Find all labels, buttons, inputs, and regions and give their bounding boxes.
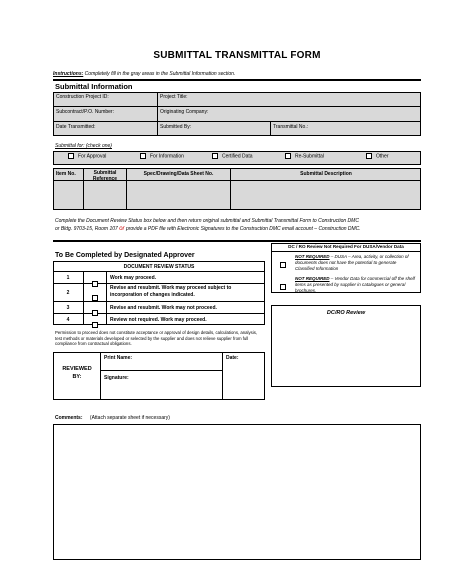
- status-row-num: 1: [66, 275, 70, 281]
- top-rule: [53, 79, 421, 81]
- status-row-num: 3: [66, 305, 70, 311]
- checkbox[interactable]: [366, 153, 372, 159]
- status-row-num: 4: [66, 317, 70, 323]
- checkbox[interactable]: [280, 284, 286, 290]
- option-for-information[interactable]: [140, 153, 184, 159]
- transmittal-no-field[interactable]: Transmittal No.:: [273, 124, 309, 130]
- comments-label: Comments:: [55, 415, 83, 421]
- submitted-for-label: Submittal for: (check one): [55, 143, 112, 149]
- dcro-checkbox-1[interactable]: [280, 256, 290, 274]
- grid-line: [222, 352, 223, 400]
- submitted-by-field[interactable]: Submitted By:: [160, 124, 192, 130]
- not-required-label: NOT REQUIRED: [295, 276, 330, 281]
- option-label: Certified Data: [222, 153, 253, 160]
- option-other[interactable]: [366, 153, 389, 159]
- subcontract-po-field[interactable]: Subcontract/P.O. Number:: [56, 109, 114, 115]
- dcro-item-1-text: – DUSA – Area, activity, or collection of documents does not have the potential to generate Classified Information: [295, 254, 409, 271]
- checkbox[interactable]: [92, 295, 98, 301]
- checkbox[interactable]: [140, 153, 146, 159]
- complete-note-line1: Complete the Document Review Status box below and then return original submittal and Submittal Transmittal Form to Construction DMC: [55, 218, 359, 224]
- checkbox[interactable]: [212, 153, 218, 159]
- status-row-text: Review not required. Work may proceed.: [110, 317, 207, 323]
- permission-text: Permission to proceed does not constitute acceptance or approval of design details, calculations, analysis, test methods or materials developed or selected by the supplier and does not relieve supplier from full compliance from contractual obligations.: [55, 330, 258, 346]
- comments-box[interactable]: [53, 424, 421, 560]
- dcro-notice-heading: DC / RO Review Not Required For DUSA/Vendor Data: [288, 244, 404, 249]
- submittal-info-heading: Submittal Information: [55, 82, 133, 91]
- grid-line: [53, 121, 421, 122]
- checkbox[interactable]: [285, 153, 291, 159]
- grid-line: [100, 370, 222, 371]
- checkbox[interactable]: [92, 310, 98, 316]
- header-submittal-reference: Submittal Reference: [92, 170, 118, 182]
- dcro-item-1: [293, 253, 419, 273]
- grid-line: [106, 271, 107, 325]
- checkbox[interactable]: [92, 281, 98, 287]
- grid-line: [53, 271, 265, 272]
- instructions-label: Instructions:: [53, 71, 84, 77]
- address-text: or Bldg. 9703-15, Room 107: [55, 226, 118, 232]
- project-title-field[interactable]: Project Title:: [160, 94, 188, 100]
- dcro-review-label: DC/RO Review: [326, 310, 366, 316]
- approver-heading: To Be Completed by Designated Approver: [55, 252, 195, 259]
- dcro-item-2-text: – Vendor Data for commercial off the shelf items as presented by supplier in catalogues or general brochures.: [295, 276, 415, 293]
- grid-line: [53, 313, 265, 314]
- review-status-header: DOCUMENT REVIEW STATUS: [123, 264, 195, 270]
- instructions-text: Completely fill in the gray areas in the Submittal Information section.: [84, 71, 236, 77]
- grid-line: [83, 271, 84, 325]
- complete-note-line2: [55, 226, 423, 232]
- header-spec-drawing: Spec/Drawing/Data Sheet No.: [143, 171, 214, 177]
- divider: [53, 240, 421, 242]
- comments-label-row: [55, 415, 170, 421]
- date-field[interactable]: Date:: [226, 355, 239, 361]
- checkbox[interactable]: [92, 322, 98, 328]
- grid-line: [53, 106, 421, 107]
- status-row-num: 2: [66, 290, 70, 296]
- header-submittal-description: Submittal Description: [300, 171, 352, 177]
- option-label: For Approval: [78, 153, 107, 160]
- date-transmitted-field[interactable]: Date Transmitted:: [56, 124, 96, 130]
- originating-company-field[interactable]: Originating Company:: [160, 109, 209, 115]
- status-row-text: Work may proceed.: [110, 275, 157, 281]
- status-row-text: Revise and resubmit. Work may not proceed.: [110, 305, 217, 311]
- signature-field[interactable]: Signature:: [104, 375, 129, 381]
- instructions: [53, 71, 235, 77]
- status-row-text: Revise and resubmit. Work may proceed subject to incorporation of changes indicated.: [110, 285, 232, 298]
- construction-project-id-field[interactable]: Construction Project ID:: [56, 94, 109, 100]
- print-name-field[interactable]: Print Name:: [104, 355, 133, 361]
- dcro-checkbox-2[interactable]: [280, 278, 290, 296]
- header-item-no: Item No.: [56, 171, 76, 177]
- dcro-item-2: [293, 275, 419, 295]
- checkbox[interactable]: [280, 262, 286, 268]
- option-for-approval[interactable]: [68, 153, 106, 159]
- option-re-submittal[interactable]: [285, 153, 324, 159]
- dcro-review-box[interactable]: [271, 305, 421, 387]
- option-label: For Information: [150, 153, 184, 160]
- or-text: or: [119, 226, 125, 232]
- reviewed-by-label: REVIEWED BY:: [62, 366, 92, 380]
- option-label: Re-Submittal: [295, 153, 324, 160]
- grid-line: [53, 301, 265, 302]
- grid-line: [271, 251, 421, 252]
- comments-hint: (Attach separate sheet if necessary): [89, 415, 170, 421]
- checkbox[interactable]: [68, 153, 74, 159]
- page-title: SUBMITTAL TRANSMITTAL FORM: [153, 50, 321, 61]
- not-required-label: NOT REQUIRED: [295, 254, 330, 259]
- grid-line: [100, 352, 101, 400]
- pdf-text: provide a PDF file with Electronic Signatures to the Construction DMC email account – Construction DMC.: [125, 226, 361, 232]
- option-certified-data[interactable]: [212, 153, 253, 159]
- option-label: Other: [376, 153, 389, 160]
